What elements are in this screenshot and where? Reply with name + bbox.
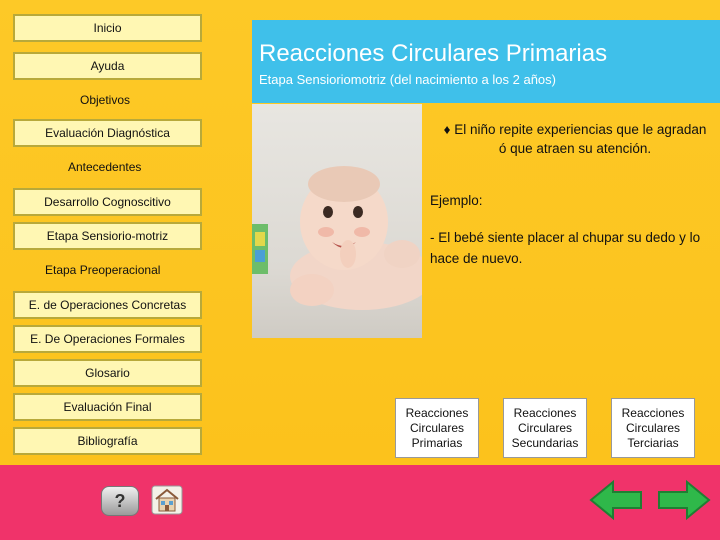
baby-photo — [252, 104, 422, 338]
nav-objetivos[interactable]: Objetivos — [80, 93, 131, 107]
nav-antecedentes[interactable]: Antecedentes — [68, 160, 142, 174]
arrow-right-icon — [655, 478, 713, 522]
nav-operaciones-concretas-label: E. de Operaciones Concretas — [28, 298, 187, 312]
diamond-bullet-icon: ♦ — [443, 122, 451, 137]
home-icon — [150, 484, 184, 516]
nav-desarrollo-label: Desarrollo Cognoscitivo — [44, 195, 171, 209]
nav-ayuda[interactable] — [13, 52, 202, 80]
nav-evaluacion-final[interactable] — [13, 393, 202, 421]
nav-inicio[interactable] — [13, 14, 202, 42]
nav-evaluacion-diagnostica-label: Evaluación Diagnóstica — [45, 126, 170, 140]
nav-ayuda-label: Ayuda — [90, 59, 125, 73]
nav-glosario-label: Glosario — [85, 366, 130, 380]
link-reacciones-terciarias-label: Reacciones Circulares Terciarias — [621, 405, 685, 450]
bullet-text — [440, 120, 710, 158]
nav-inicio-label: Inicio — [93, 21, 122, 35]
nav-bibliografia-label: Bibliografía — [77, 434, 138, 448]
page-title: Reacciones Circulares Primarias — [259, 40, 608, 67]
link-reacciones-secundarias[interactable] — [503, 398, 587, 458]
help-button[interactable] — [101, 486, 139, 516]
link-reacciones-primarias[interactable] — [395, 398, 479, 458]
nav-desarrollo-cognoscitivo[interactable] — [13, 188, 202, 216]
back-button[interactable] — [587, 478, 645, 522]
baby-illustration — [252, 104, 422, 338]
question-icon: ? — [114, 490, 126, 511]
forward-button[interactable] — [655, 478, 713, 522]
link-reacciones-primarias-label: Reacciones Circulares Primarias — [405, 405, 469, 450]
example-label: Ejemplo: — [430, 193, 483, 208]
nav-etapa-sensorio-label: Etapa Sensiorio-motriz — [46, 229, 169, 243]
link-reacciones-secundarias-label: Reacciones Circulares Secundarias — [511, 405, 579, 450]
arrow-left-icon — [587, 478, 645, 522]
example-text: - El bebé siente placer al chupar su dedo y lo hace de nuevo. — [430, 230, 701, 266]
link-reacciones-terciarias[interactable] — [611, 398, 695, 458]
nav-etapa-preoperacional[interactable]: Etapa Preoperacional — [45, 263, 161, 277]
nav-operaciones-formales[interactable] — [13, 325, 202, 353]
nav-operaciones-concretas[interactable] — [13, 291, 202, 319]
bullet-text-content: El niño repite experiencias que le agradan ó que atraen su atención. — [454, 122, 707, 156]
page-subtitle: Etapa Sensioriomotriz (del nacimiento a los 2 años) — [259, 72, 556, 87]
nav-evaluacion-final-label: Evaluación Final — [63, 400, 152, 414]
nav-operaciones-formales-label: E. De Operaciones Formales — [30, 332, 185, 346]
home-button[interactable] — [150, 484, 184, 516]
nav-etapa-sensoriomotriz[interactable] — [13, 222, 202, 250]
nav-glosario[interactable] — [13, 359, 202, 387]
nav-bibliografia[interactable] — [13, 427, 202, 455]
nav-evaluacion-diagnostica[interactable] — [13, 119, 202, 147]
